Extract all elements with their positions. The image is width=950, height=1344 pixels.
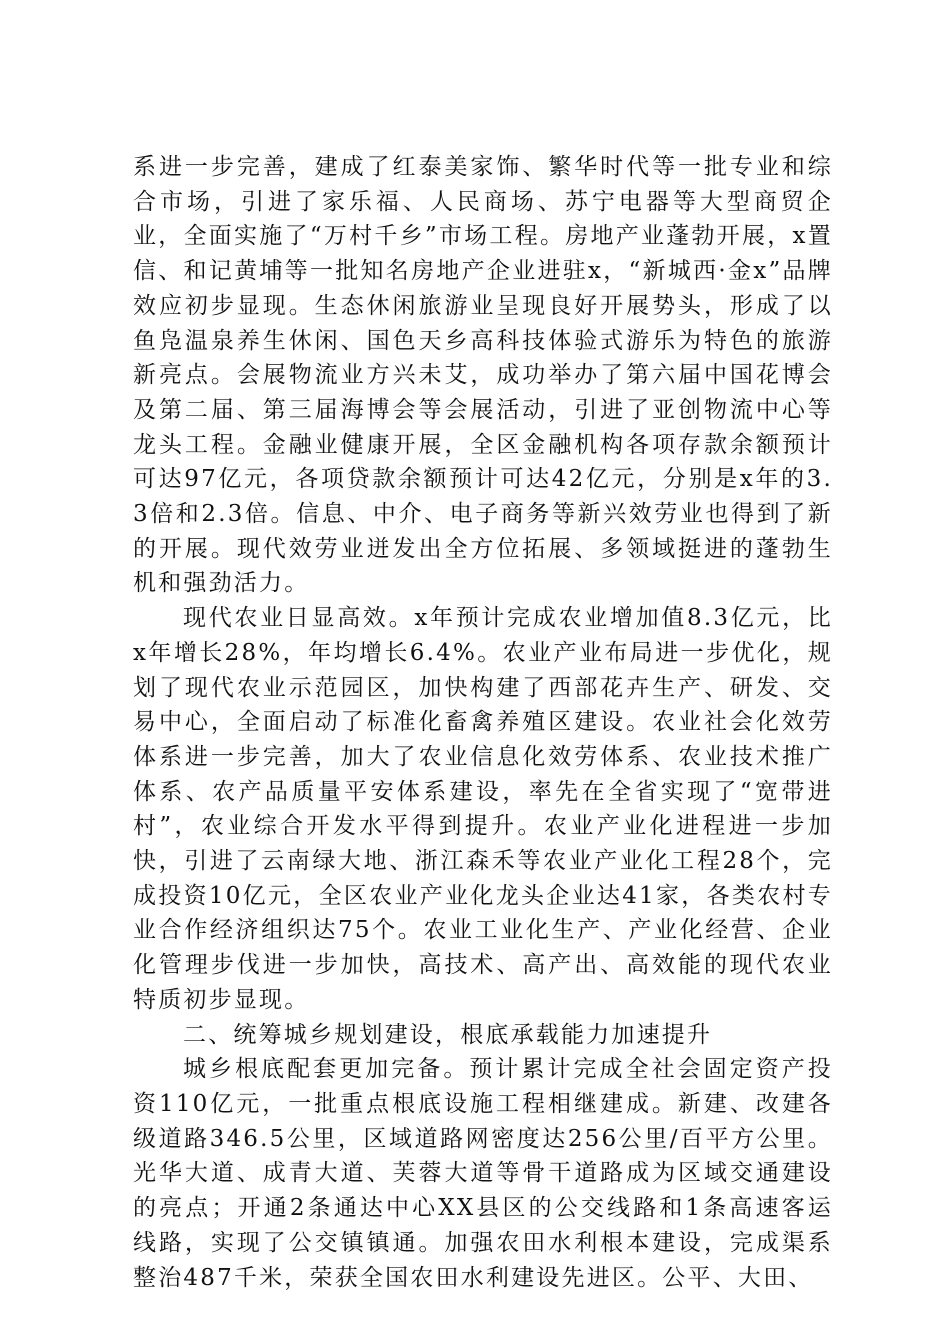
paragraph-infrastructure: 城乡根底配套更加完备。预计累计完成全社会固定资产投资110亿元，一批重点根底设施工程相继建成。新建、改建各级道路346.5公里，区域道路网密度达256公里/百平方公里。光华大道、成青大道、芙蓉大道等骨干道路成为区域交通建设的亮点；开通2条通达中心XX县区的公交线路和1条高速客运线路，实现了公交镇镇通。加强农田水利根本建设，完成渠系整治487千米，荣获全国农田水利建设先进区。公平、大田、 (133, 1056, 833, 1291)
section-heading: 二、统筹城乡规划建设，根底承载能力加速提升 (183, 1021, 713, 1048)
document-body (133, 150, 833, 1295)
paragraph-agriculture: 现代农业日显高效。x年预计完成农业增加值8.3亿元，比x年增长28%，年均增长6.4%。农业产业布局进一步优化，规划了现代农业示范园区，加快构建了西部花卉生产、研发、交易中心，全面启动了标准化畜禽养殖区建设。农业社会化效劳体系进一步完善，加大了农业信息化效劳体系、农业技术推广体系、农产品质量平安体系建设，率先在全省实现了“宽带进村”，农业综合开发水平得到提升。农业产业化进程进一步加快，引进了云南绿大地、浙江森禾等农业产业化工程28个，完成投资10亿元，全区农业产业化龙头企业达41家，各类农村专业合作经济组织达75个。农业工业化生产、产业化经营、企业化管理步伐进一步加快，高技术、高产出、高效能的现代农业特质初步显现。 (133, 605, 833, 1013)
paragraph-commerce: 系进一步完善，建成了红泰美家饰、繁华时代等一批专业和综合市场，引进了家乐福、人民商场、苏宁电器等大型商贸企业，全面实施了“万村千乡”市场工程。房地产业蓬勃开展，x置信、和记黄埔等一批知名房地产企业进驻x，“新城西·金x”品牌效应初步显现。生态休闲旅游业呈现良好开展势头，形成了以鱼凫温泉养生休闲、国色天乡高科技体验式游乐为特色的旅游新亮点。会展物流业方兴未艾，成功举办了第六届中国花博会及第二届、第三届海博会等会展活动，引进了亚创物流中心等龙头工程。金融业健康开展，全区金融机构各项存款余额预计可达97亿元，各项贷款余额预计可达42亿元，分别是x年的3.3倍和2.3倍。信息、中介、电子商务等新兴效劳业也得到了新的开展。现代效劳业迸发出全方位拓展、多领域挺进的蓬勃生机和强劲活力。 (133, 154, 833, 597)
